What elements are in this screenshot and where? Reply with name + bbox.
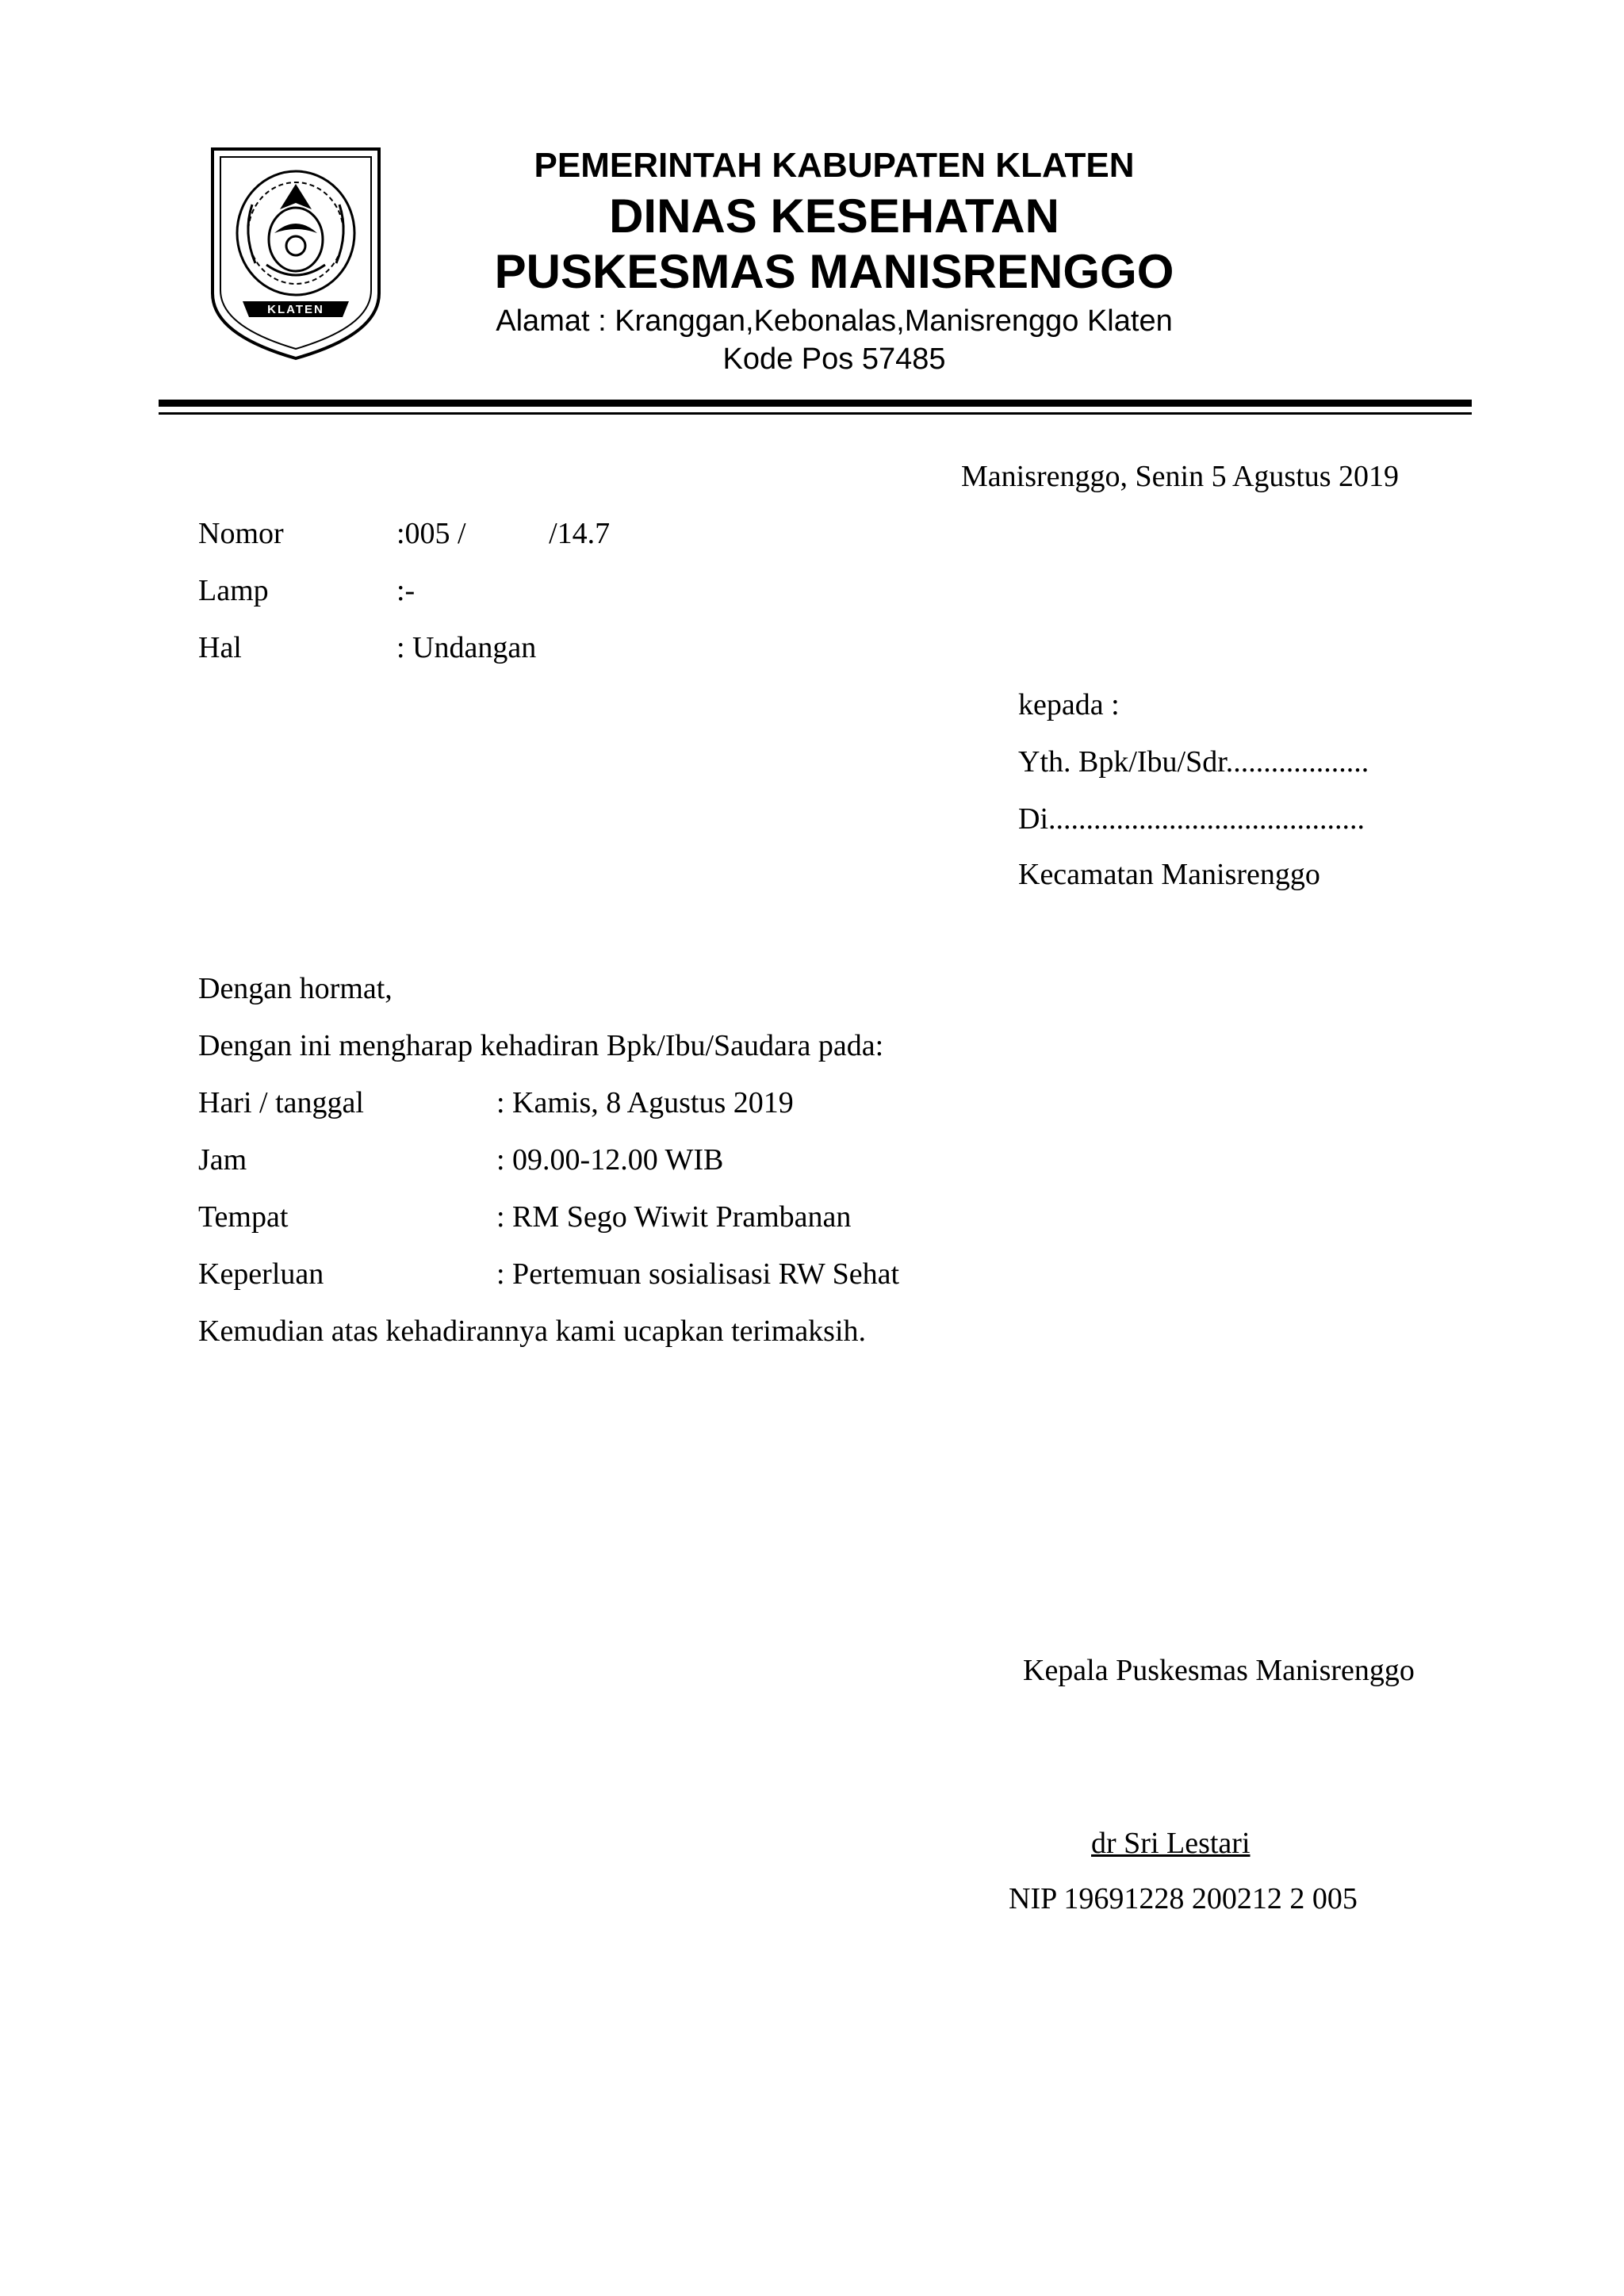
letterhead-government: PEMERINTAH KABUPATEN KLATEN	[534, 146, 1135, 185]
detail-value-time: : 09.00-12.00 WIB	[496, 1143, 724, 1177]
detail-label-place: Tempat	[198, 1200, 289, 1234]
klaten-regency-logo	[208, 146, 384, 362]
coat-of-arms-icon	[208, 146, 384, 362]
meta-value-nomor: :005 / /14.7	[396, 517, 611, 550]
signatory-title: Kepala Puskesmas Manisrenggo	[1023, 1654, 1415, 1687]
intro-text: Dengan ini mengharap kehadiran Bpk/Ibu/Saudara pada:	[198, 1029, 884, 1062]
detail-label-time: Jam	[198, 1143, 247, 1177]
meta-label-nomor: Nomor	[198, 517, 284, 550]
letterhead-address: Alamat : Kranggan,Kebonalas,Manisrenggo Klaten	[496, 304, 1173, 338]
recipient-district: Kecamatan Manisrenggo	[1018, 858, 1320, 891]
letter-date: Manisrenggo, Senin 5 Agustus 2019	[961, 460, 1400, 493]
header-divider-thick	[159, 400, 1472, 407]
header-divider-thin	[159, 412, 1472, 415]
detail-value-purpose: : Pertemuan sosialisasi RW Sehat	[496, 1257, 900, 1291]
meta-label-lamp: Lamp	[198, 574, 269, 607]
meta-value-hal: : Undangan	[396, 631, 537, 664]
letterhead-department: DINAS KESEHATAN	[609, 189, 1059, 243]
signatory-nip: NIP 19691228 200212 2 005	[1009, 1882, 1358, 1915]
recipient-intro: kepada :	[1018, 688, 1120, 721]
letterhead-institution: PUSKESMAS MANISRENGGO	[494, 245, 1174, 298]
detail-label-date: Hari / tanggal	[198, 1086, 364, 1119]
logo-label: KLATEN	[267, 303, 324, 316]
detail-value-place: : RM Sego Wiwit Prambanan	[496, 1200, 852, 1234]
letterhead-postal-code: Kode Pos 57485	[722, 342, 946, 376]
detail-label-purpose: Keperluan	[198, 1257, 324, 1291]
salutation: Dengan hormat,	[198, 972, 393, 1005]
detail-value-date: : Kamis, 8 Agustus 2019	[496, 1086, 794, 1119]
meta-value-lamp: :-	[396, 574, 416, 607]
recipient-name: Yth. Bpk/Ibu/Sdr...................	[1018, 745, 1369, 779]
meta-label-hal: Hal	[198, 631, 242, 664]
signatory-name: dr Sri Lestari	[1091, 1827, 1251, 1860]
recipient-location: Di..........................................	[1018, 802, 1365, 836]
closing-text: Kemudian atas kehadirannya kami ucapkan terimaksih.	[198, 1314, 867, 1348]
